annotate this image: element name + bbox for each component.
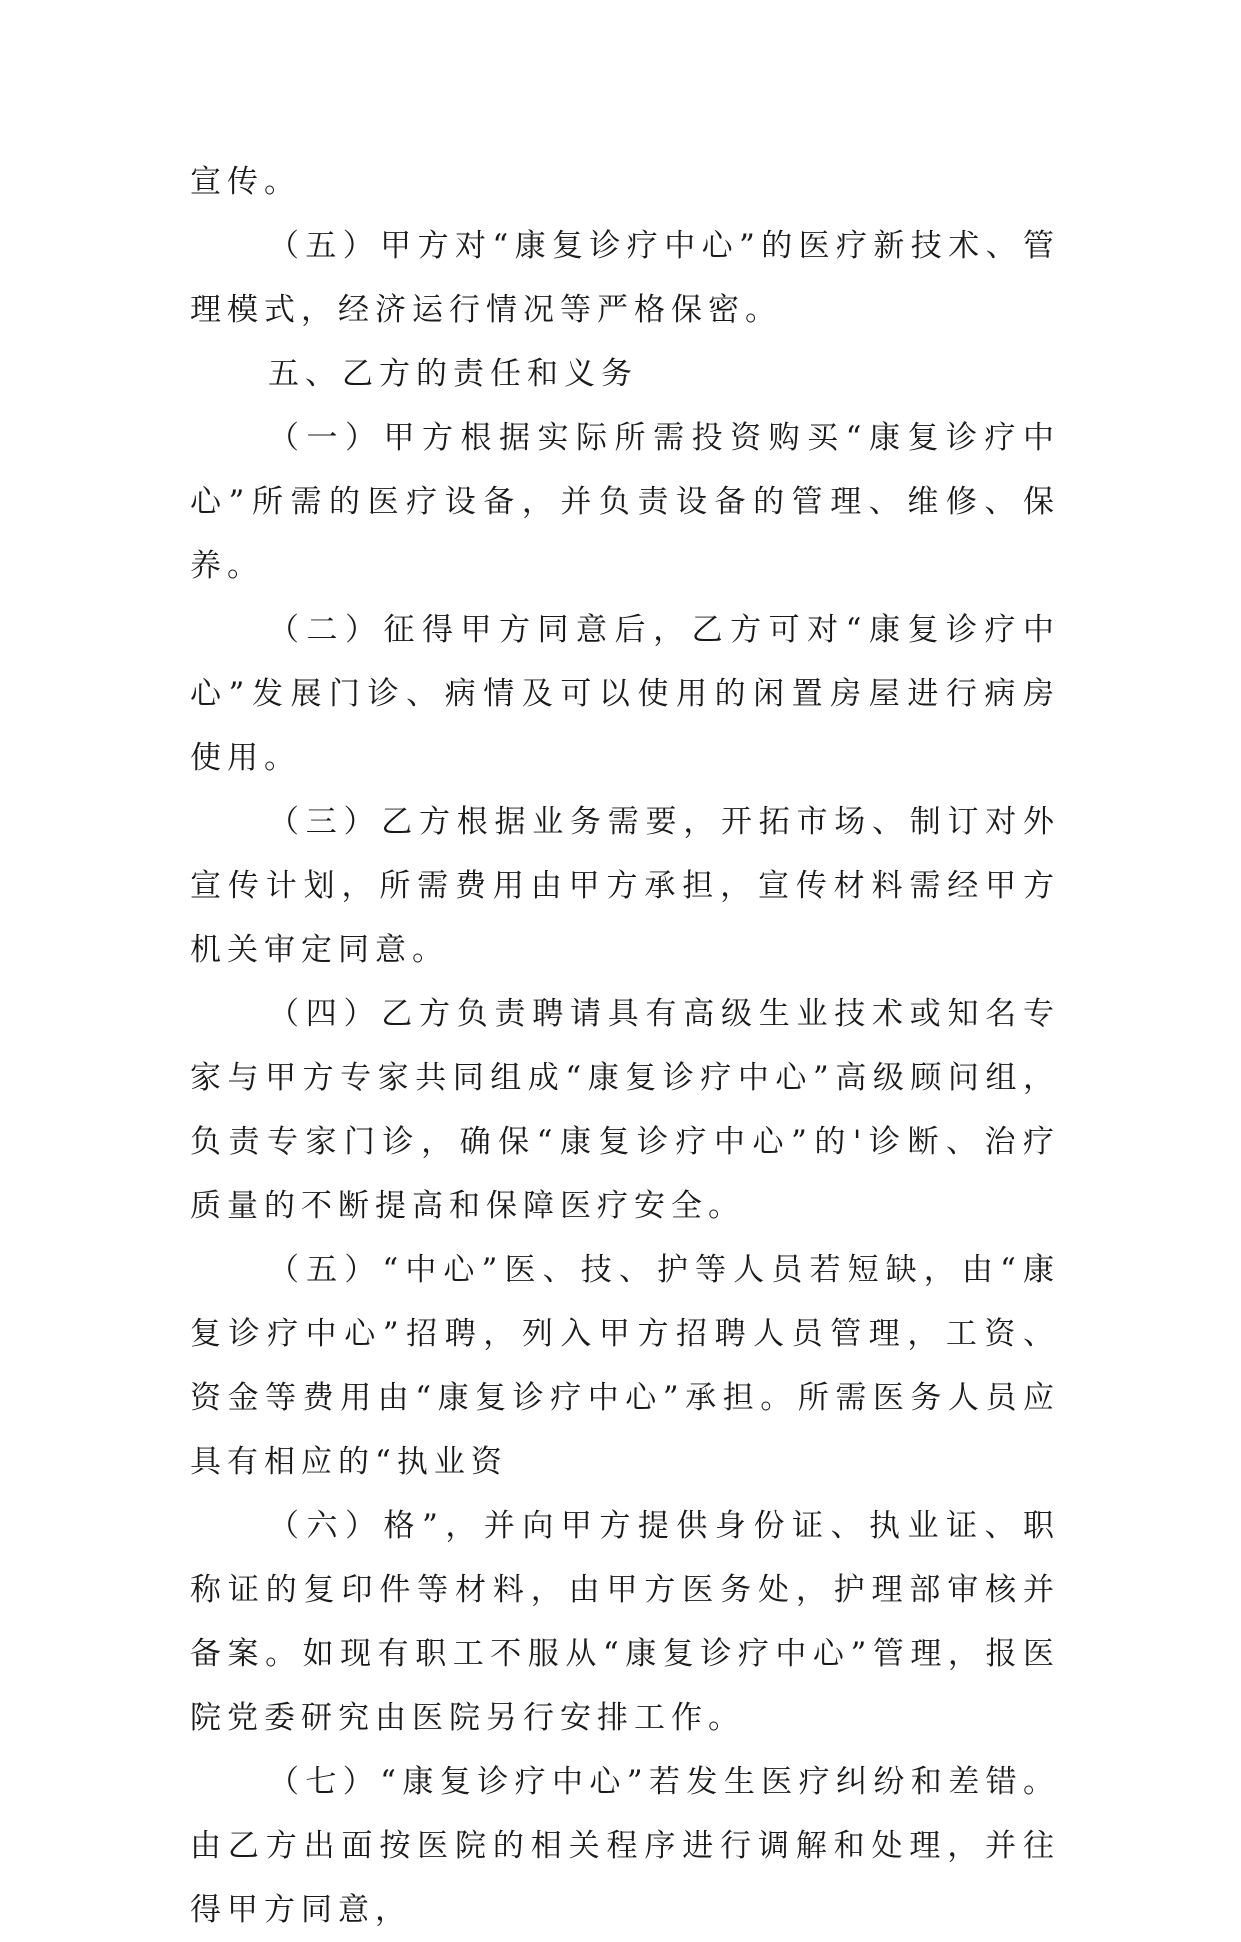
paragraph-6: （四）乙方负责聘请具有高级生业技术或知名专家与甲方专家共同组成“康复诊疗中心”高级顾问组，负责专家门诊，确保“康复诊疗中心”的'诊断、治疗质量的不断提高和保障医疗安全。 <box>190 996 1060 1224</box>
section-heading: 五、乙方的责任和义务 <box>268 356 638 392</box>
document-body <box>190 150 1060 1942</box>
paragraph-1: 宣传。 <box>190 164 301 200</box>
paragraph-5: （三）乙方根据业务需要，开拓市场、制订对外宣传计划，所需费用由甲方承担，宣传材料需经甲方机关审定同意。 <box>190 804 1060 968</box>
paragraph-7: （五）“中心”医、技、护等人员若短缺，由“康复诊疗中心”招聘，列入甲方招聘人员管理，工资、资金等费用由“康复诊疗中心”承担。所需医务人员应具有相应的“执业资 <box>190 1252 1060 1480</box>
paragraph-3: （一）甲方根据实际所需投资购买“康复诊疗中心”所需的医疗设备，并负责设备的管理、维修、保养。 <box>190 420 1060 584</box>
paragraph-9: （七）“康复诊疗中心”若发生医疗纠纷和差错。由乙方出面按医院的相关程序进行调解和处理，并往得甲方同意， <box>190 1764 1060 1928</box>
paragraph-8: （六）格”，并向甲方提供身份证、执业证、职称证的复印件等材料，由甲方医务处，护理部审核并备案。如现有职工不服从“康复诊疗中心”管理，报医院党委研究由医院另行安排工作。 <box>190 1508 1060 1736</box>
paragraph-4: （二）征得甲方同意后，乙方可对“康复诊疗中心”发展门诊、病情及可以使用的闲置房屋进行病房使用。 <box>190 612 1060 776</box>
paragraph-2: （五）甲方对“康复诊疗中心”的医疗新技术、管理模式，经济运行情况等严格保密。 <box>190 228 1060 328</box>
